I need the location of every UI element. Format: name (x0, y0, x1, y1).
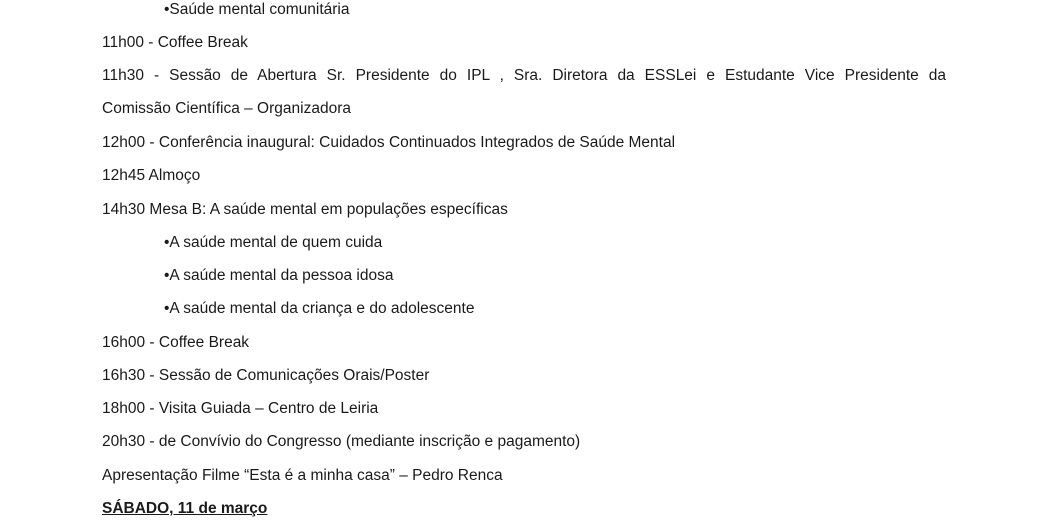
schedule-item-1430: 14h30 Mesa B: A saúde mental em populações específicas (102, 201, 508, 218)
schedule-item-1130-line2: Comissão Científica – Organizadora (102, 100, 351, 117)
bullet-item: •A saúde mental da criança e do adolescente (164, 300, 475, 317)
schedule-item-1800: 18h00 - Visita Guiada – Centro de Leiria (102, 400, 379, 417)
schedule-item-1245: 12h45 Almoço (102, 167, 201, 184)
schedule-item-1630: 16h30 - Sessão de Comunicações Orais/Poster (102, 367, 430, 384)
schedule-item-1100: 11h00 - Coffee Break (102, 34, 248, 51)
schedule-item-1200: 12h00 - Conferência inaugural: Cuidados Continuados Integrados de Saúde Mental (102, 134, 676, 151)
day-heading-sabado: SÁBADO, 11 de março (102, 500, 268, 517)
schedule-item-filme: Apresentação Filme “Esta é a minha casa” – Pedro Renca (102, 467, 503, 484)
schedule-item-1130-line1: 11h30 - Sessão de Abertura Sr. Presidente do IPL , Sra. Diretora da ESSLei e Estudante Vice Presidente da (102, 67, 946, 84)
schedule-item-1600: 16h00 - Coffee Break (102, 334, 250, 351)
bullet-item: •A saúde mental de quem cuida (164, 234, 383, 251)
schedule-item-2030: 20h30 - de Convívio do Congresso (mediante inscrição e pagamento) (102, 433, 581, 450)
bullet-item: •Saúde mental comunitária (164, 1, 350, 18)
bullet-item: •A saúde mental da pessoa idosa (164, 267, 394, 284)
